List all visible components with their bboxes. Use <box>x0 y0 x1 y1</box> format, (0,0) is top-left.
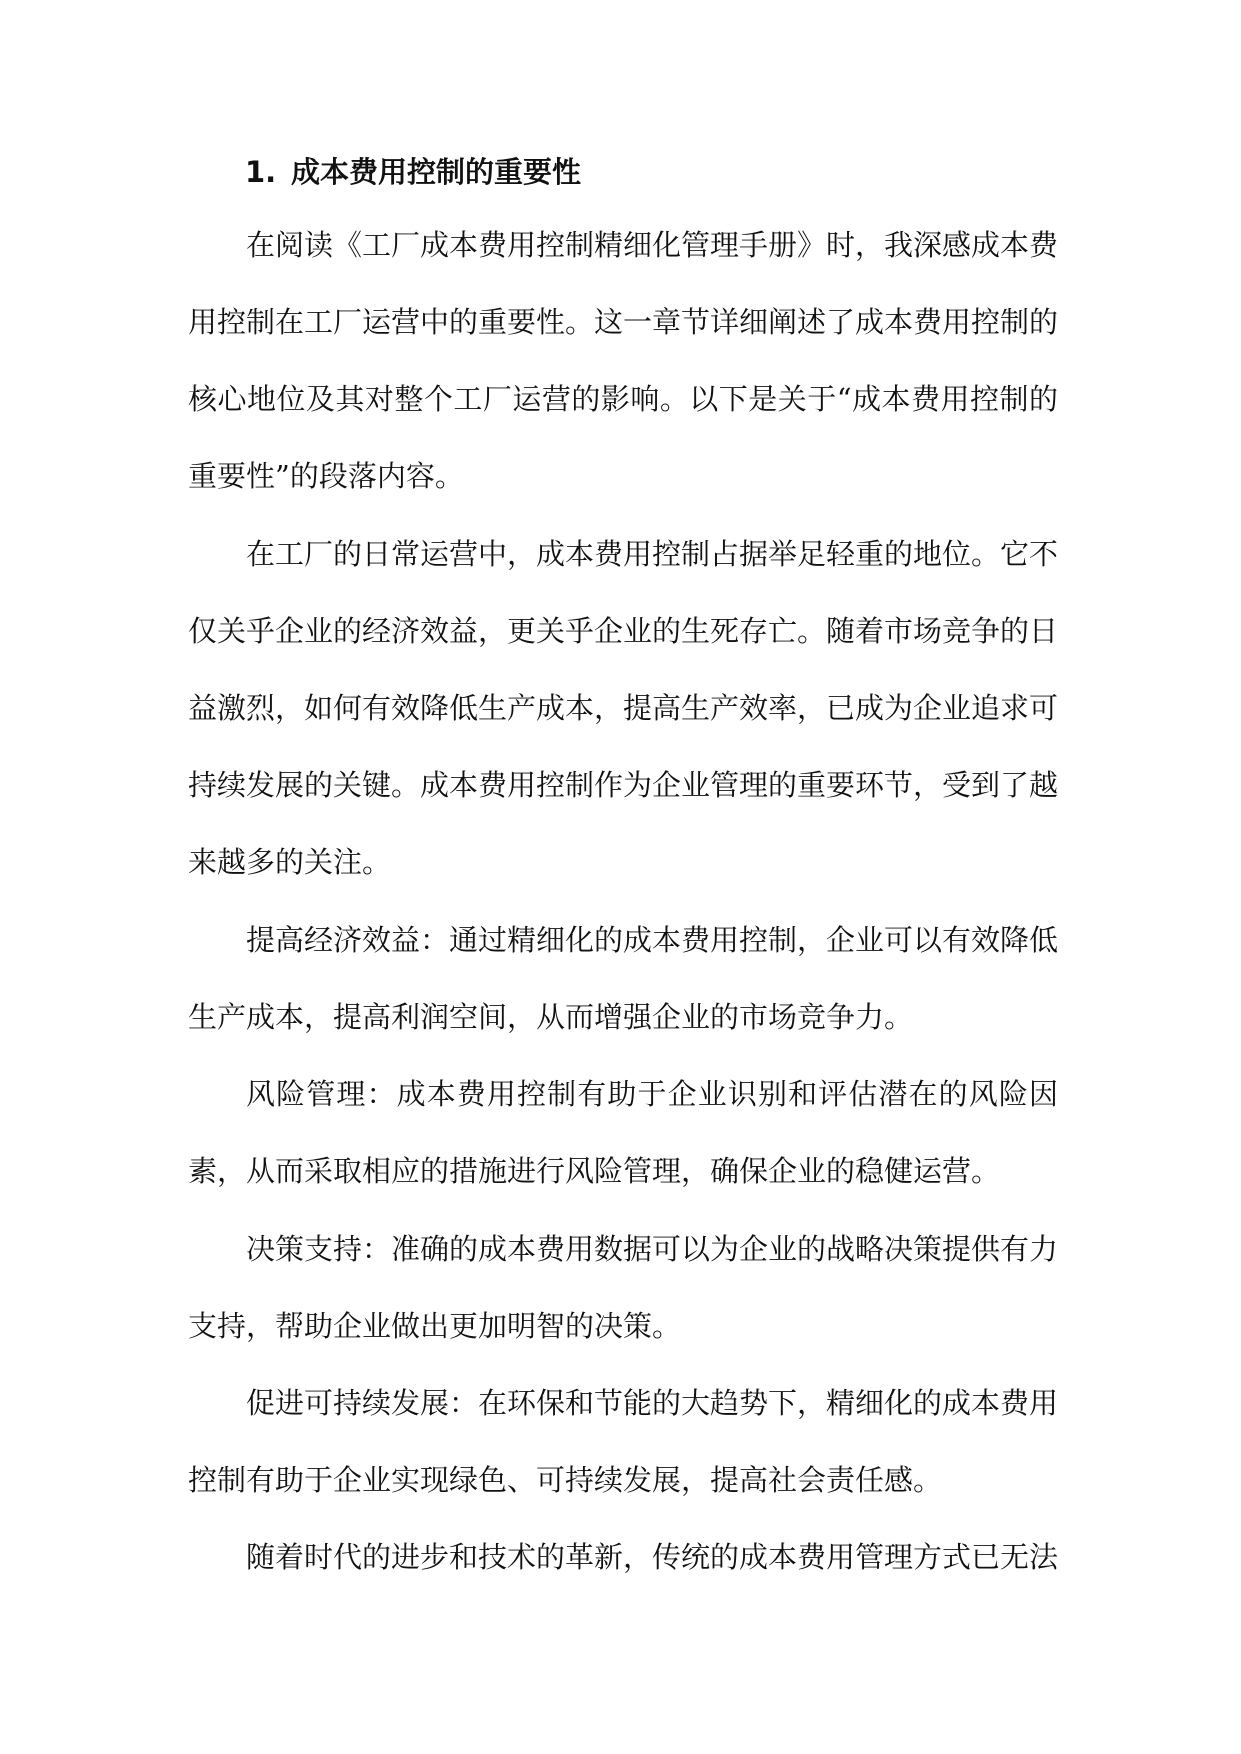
paragraph-risk-management: 风险管理：成本费用控制有助于企业识别和评估潜在的风险因素，从而采取相应的措施进行风险管理，确保企业的稳健运营。 <box>188 1077 1058 1188</box>
paragraph-decision-support: 决策支持：准确的成本费用数据可以为企业的战略决策提供有力支持，帮助企业做出更加明智的决策。 <box>188 1232 1059 1343</box>
section-title: 成本费用控制的重要性 <box>291 155 582 189</box>
paragraph-importance: 在工厂的日常运营中，成本费用控制占据举足轻重的地位。它不仅关乎企业的经济效益，更关乎企业的生死存亡。随着市场竞争的日益激烈，如何有效降低生产成本，提高生产效率，已成为企业追求可持续发展的关键。成本费用控制作为企业管理的重要环节，受到了越来越多的关注。 <box>188 537 1059 879</box>
paragraph-intro: 在阅读《工厂成本费用控制精细化管理手册》时，我深感成本费用控制在工厂运营中的重要性。这一章节详细阐述了成本费用控制的核心地位及其对整个工厂运营的影响。以下是关于“成本费用控制的重要性”的段落内容。 <box>188 228 1059 493</box>
paragraph-economic-benefit: 提高经济效益：通过精细化的成本费用控制，企业可以有效降低生产成本，提高利润空间，从而增强企业的市场竞争力。 <box>188 923 1059 1034</box>
section-number: 1. <box>245 155 277 189</box>
paragraph-continuation: 随着时代的进步和技术的革新，传统的成本费用管理方式已无法 <box>246 1540 1059 1574</box>
section-heading <box>245 150 581 194</box>
paragraph-sustainability: 促进可持续发展：在环保和节能的大趋势下，精细化的成本费用控制有助于企业实现绿色、可持续发展，提高社会责任感。 <box>188 1386 1059 1497</box>
